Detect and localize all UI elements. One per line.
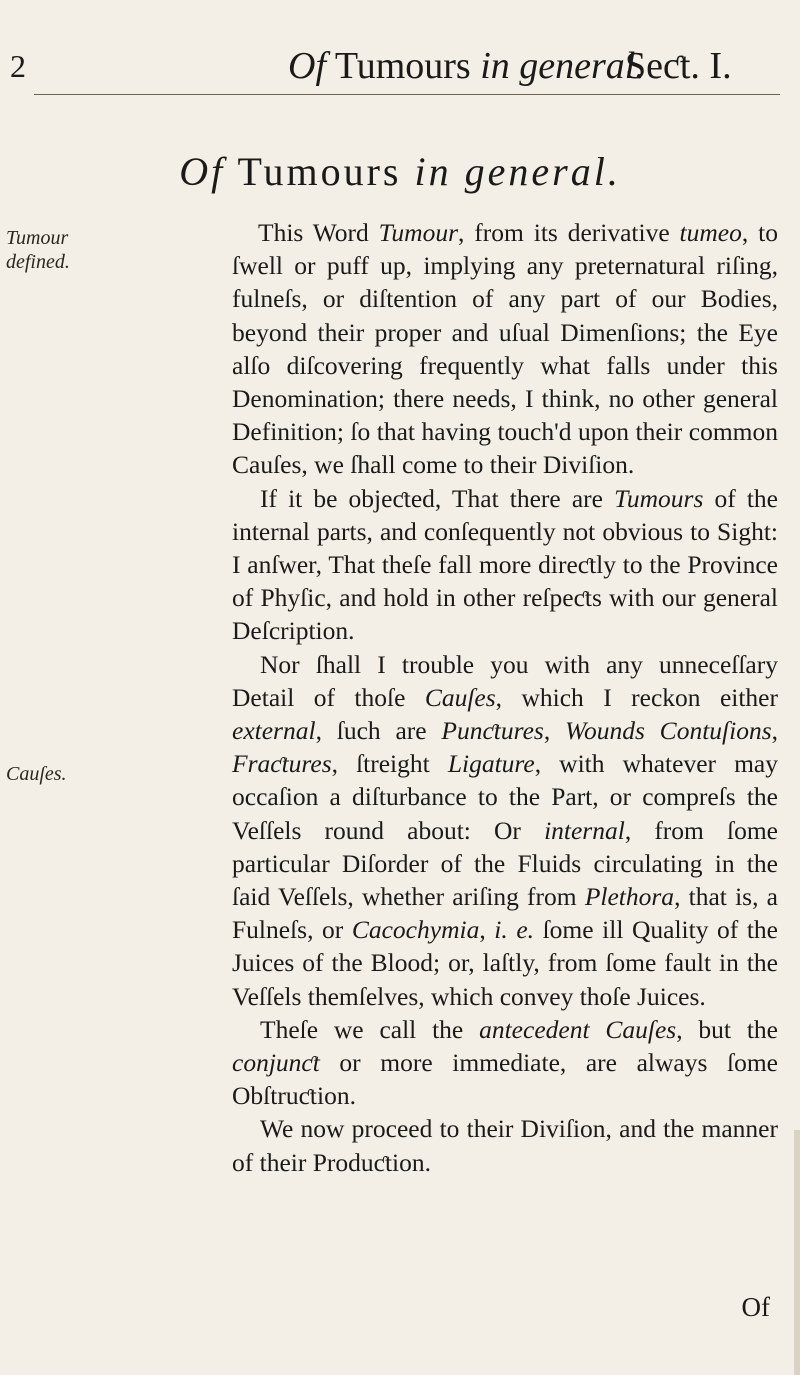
chapter-title-main: Tumours	[237, 149, 402, 194]
running-title-of: Of	[288, 45, 326, 87]
chapter-title-general: general.	[464, 149, 621, 194]
catchword: Of	[741, 1292, 770, 1322]
paragraph-causes: Nor ſhall I trouble you with any unneceſſary Detail of thoſe Cauſes, which I reckon either external, ſuch are Punƈtures, Wounds Contuſions, Fraƈtures, ſtreight Ligature, with whatever may occaſion a diſturbance to the Part, or compreſs the Veſſels round about: Or internal, from ſome particular Diſorder of the Fluids circulating in the ſaid Veſſels, whether ariſing from Plethora, that is, a Fulneſs, or Cacochymia, i. e. ſome ill Quality of the Juices of the Blood; or, laſtly, from ſome fault in the Veſſels themſelves, which convey thoſe Juices.	[232, 649, 779, 1011]
chapter-title-of: Of	[179, 149, 226, 194]
running-title-general: general.	[519, 45, 645, 87]
running-title-in: in	[480, 45, 510, 87]
paragraph-objection: If it be objeƈted, That there are Tumours of the internal parts, and conſequently not obvious to Sight: I anſwer, That theſe fall more direƈtly to the Province of Phyſic, and hold in other reſpeƈts with our general Deſcription.	[232, 483, 778, 646]
margin-note-line: defined.	[6, 251, 70, 273]
running-title	[288, 44, 645, 88]
chapter-title-in: in	[414, 149, 452, 194]
section-label: Seƈt. I.	[625, 45, 732, 87]
running-title-main: Tumours	[334, 45, 471, 87]
paragraph-division: We now proceed to their Diviſion, and the manner of their Produƈtion.	[232, 1114, 778, 1177]
chapter-title	[0, 148, 800, 195]
margin-note-tumour-defined	[6, 226, 70, 274]
margin-note-causes: Cauſes.	[6, 763, 67, 785]
page-number: 2	[10, 48, 26, 84]
body-text	[232, 216, 778, 1179]
page-edge-shadow	[794, 1130, 800, 1375]
margin-note-line: Tumour	[6, 227, 69, 249]
header-rule	[34, 94, 780, 95]
paragraph-antecedent: Theſe we call the antecedent Cauſes, but the conjunƈt or more immediate, are always ſome Obſtruƈtion.	[232, 1014, 779, 1111]
running-head	[0, 42, 800, 92]
paragraph-definition: This Word Tumour, from its derivative tumeo, to ſwell or puff up, implying any preternatural riſing, fulneſs, or diſtention of any part of our Bodies, beyond their proper and uſual Dimenſions; the Eye alſo diſcovering frequently what falls under this Denomination; there needs, I think, no other general Definition; ſo that having touch'd upon their common Cauſes, we ſhall come to their Diviſion.	[232, 218, 778, 480]
